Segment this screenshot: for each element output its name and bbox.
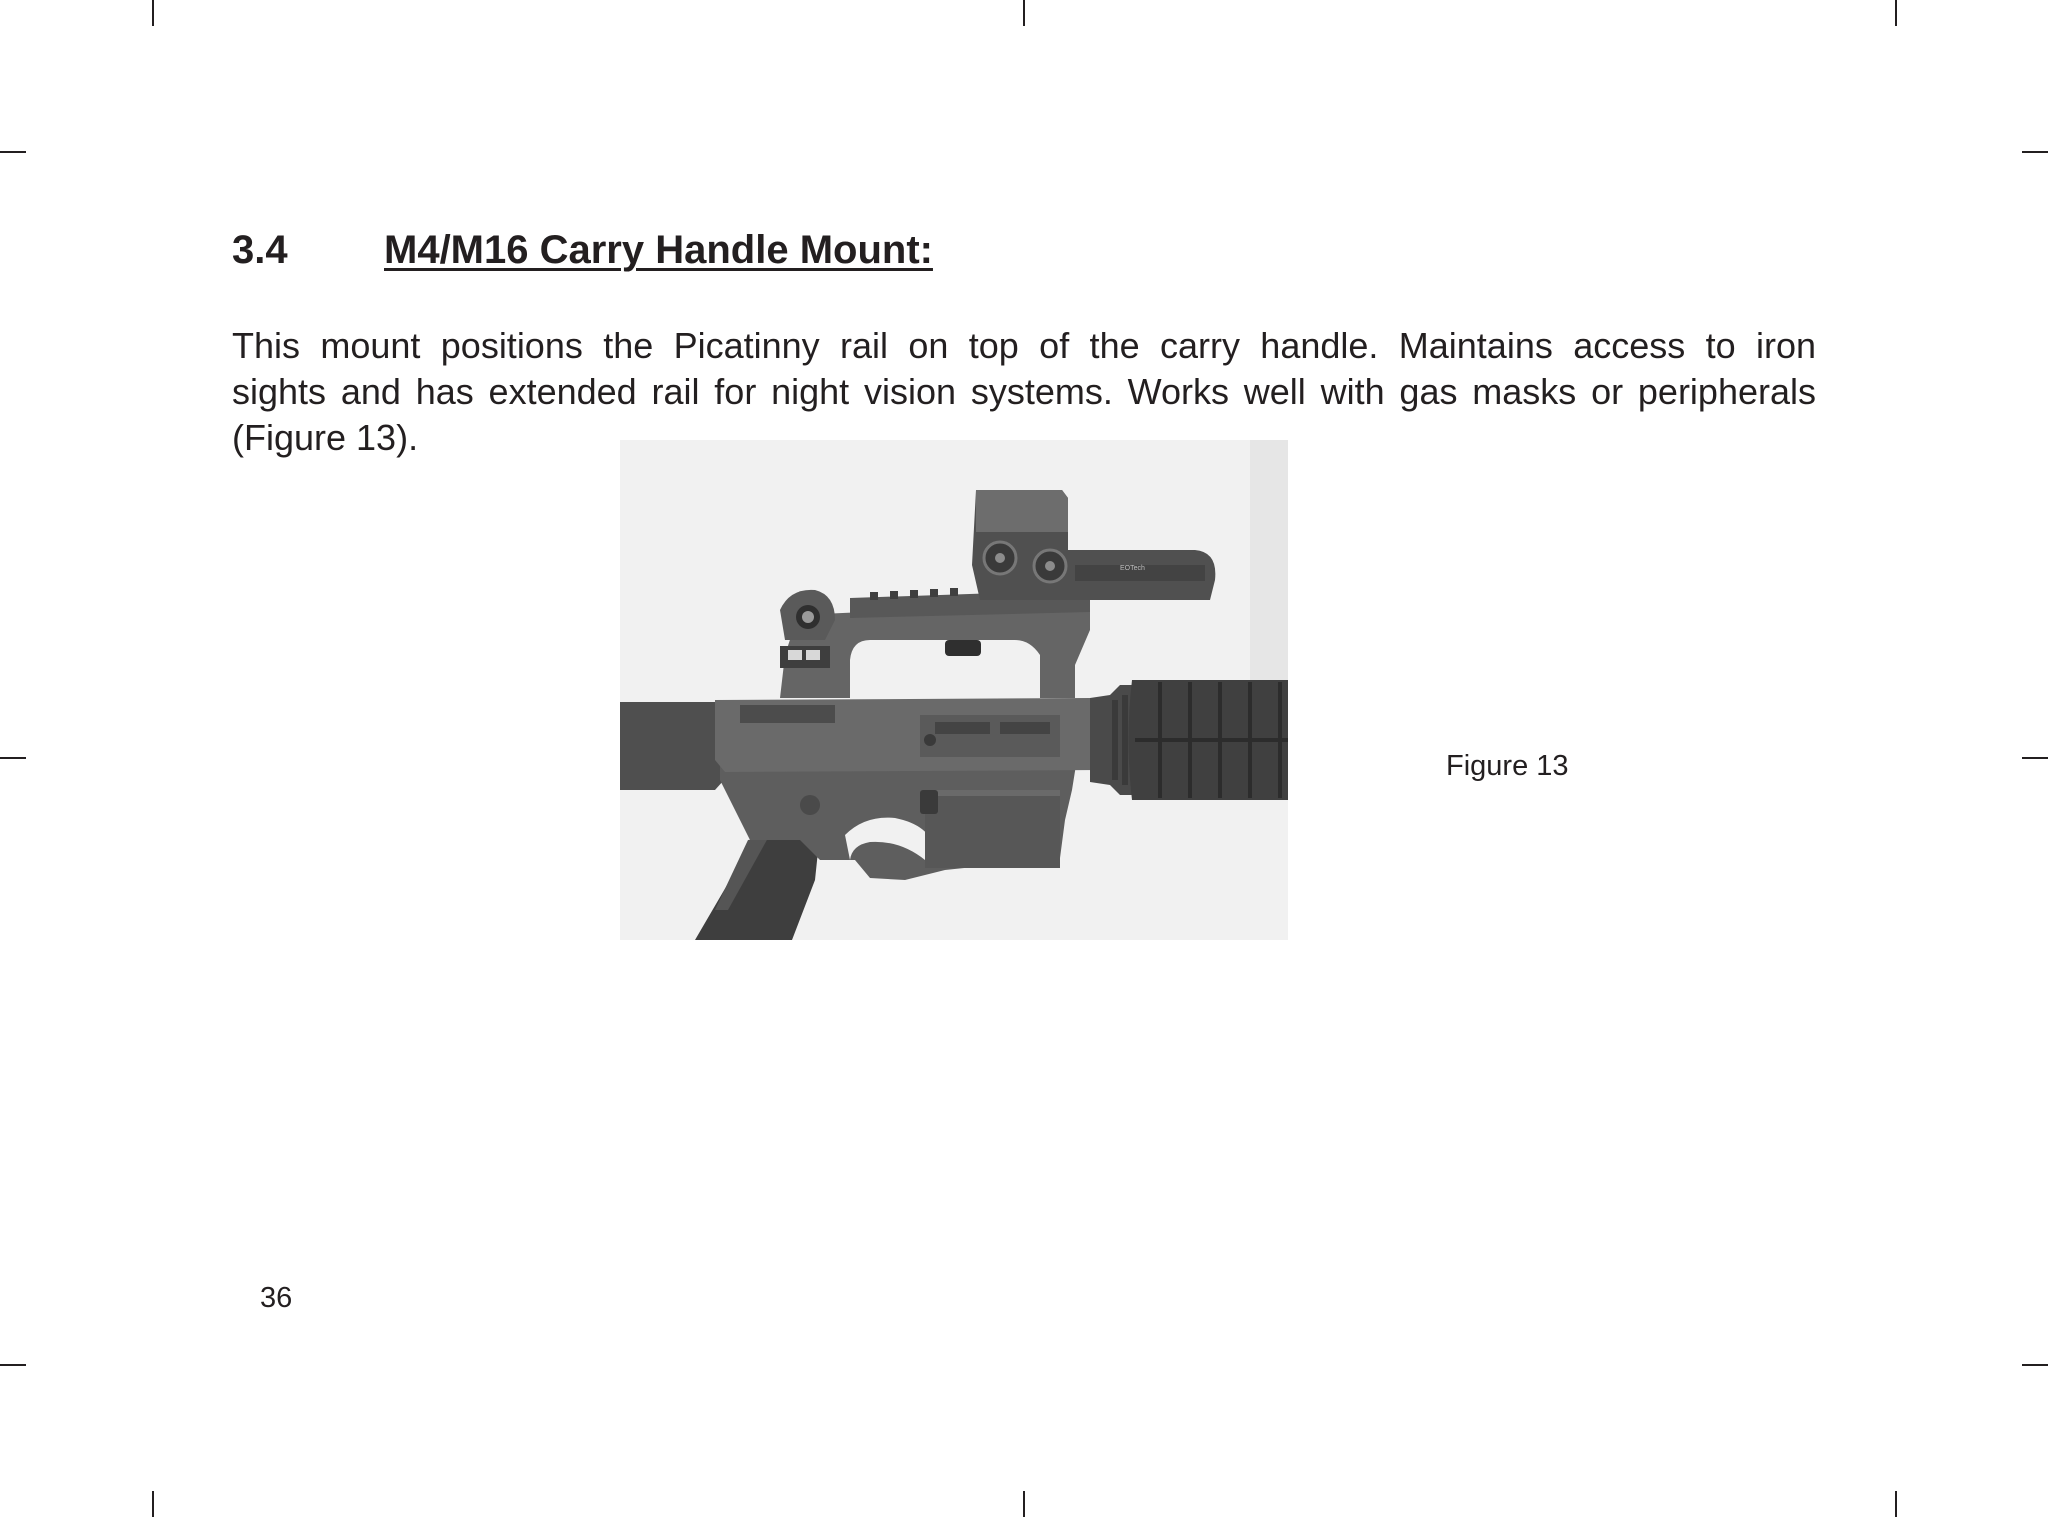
body-line-2: sights and has extended rail for night vision systems. Works well with gas masks or peripherals	[232, 371, 1816, 412]
crop-mark-top-right	[1895, 0, 1897, 26]
crop-mark-bottom-center	[1023, 1491, 1025, 1517]
crop-mark-left-upper	[0, 151, 26, 153]
crop-mark-left-lower	[0, 1364, 26, 1366]
sight-brand-text: EOTech	[1120, 565, 1145, 572]
body-line-3: (Figure 13).	[232, 417, 419, 458]
figure-13-photo	[620, 440, 1288, 940]
crop-mark-top-left	[152, 0, 154, 26]
crop-mark-right-lower	[2022, 1364, 2048, 1366]
rifle-illustration	[620, 440, 1288, 940]
crop-mark-bottom-right	[1895, 1491, 1897, 1517]
body-line-1: This mount positions the Picatinny rail on top of the carry handle. Maintains access to iron	[232, 325, 1816, 366]
section-title: M4/M16 Carry Handle Mount:	[384, 228, 933, 272]
crop-mark-top-center	[1023, 0, 1025, 26]
crop-mark-bottom-left	[152, 1491, 154, 1517]
crop-mark-right-upper	[2022, 151, 2048, 153]
figure-caption: Figure 13	[1446, 750, 1569, 782]
page-number: 36	[260, 1282, 293, 1314]
crop-mark-left-middle	[0, 757, 26, 759]
section-number: 3.4	[232, 228, 288, 272]
crop-mark-right-middle	[2022, 757, 2048, 759]
